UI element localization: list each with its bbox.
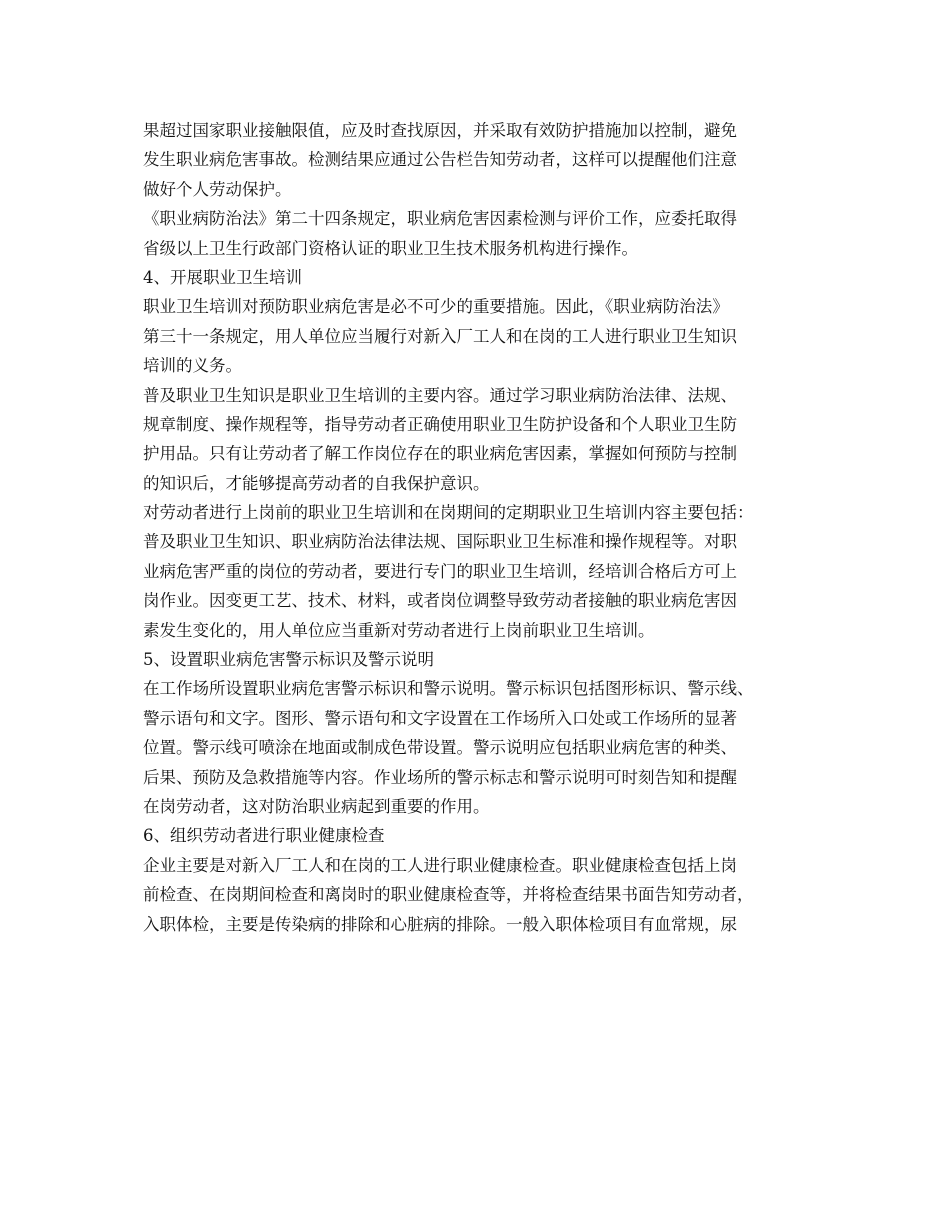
text-line: 入职体检，主要是传染病的排除和心脏病的排除。一般入职体检项目有血常规，尿 xyxy=(143,914,737,934)
text-line: 职业卫生培训对预防职业病危害是必不可少的重要措施。因此，《职业病防治法》 xyxy=(143,297,729,317)
document-body xyxy=(143,116,815,939)
text-line: 警示语句和文字。图形、警示语句和文字设置在工作场所入口处或工作场所的显著 xyxy=(143,708,737,728)
text-line: 《职业病防治法》第二十四条规定，职业病危害因素检测与评价工作，应委托取得 xyxy=(143,209,737,229)
text-line: 普及职业卫生知识是职业卫生培训的主要内容。通过学习职业病防治法律、法规、 xyxy=(143,385,737,405)
text-line: 规章制度、操作规程等，指导劳动者正确使用职业卫生防护设备和个人职业卫生防 xyxy=(143,414,737,434)
text-line: 普及职业卫生知识、职业病防治法律法规、国际职业卫生标准和操作规程等。对职 xyxy=(143,532,737,552)
text-line: 对劳动者进行上岗前的职业卫生培训和在岗期间的定期职业卫生培训内容主要包括： xyxy=(143,503,754,523)
text-line: 位置。警示线可喷涂在地面或制成色带设置。警示说明应包括职业病危害的种类、 xyxy=(143,738,737,758)
text-line: 后果、预防及急救措施等内容。作业场所的警示标志和警示说明可时刻告知和提醒 xyxy=(143,767,737,787)
text-line: 发生职业病危害事故。检测结果应通过公告栏告知劳动者，这样可以提醒他们注意 xyxy=(143,150,737,170)
text-line: 企业主要是对新入厂工人和在岗的工人进行职业健康检查。职业健康检查包括上岗 xyxy=(143,855,737,875)
text-line: 省级以上卫生行政部门资格认证的职业卫生技术服务机构进行操作。 xyxy=(143,238,638,258)
text-line: 第三十一条规定，用人单位应当履行对新入厂工人和在岗的工人进行职业卫生知识 xyxy=(143,326,737,346)
text-line: 前检查、在岗期间检查和离岗时的职业健康检查等，并将检查结果书面告知劳动者， xyxy=(143,885,754,905)
section-heading: 6、组织劳动者进行职业健康检查 xyxy=(143,826,385,846)
section-heading: 5、设置职业病危害警示标识及警示说明 xyxy=(143,650,434,670)
text-line: 岗作业。因变更工艺、技术、材料，或者岗位调整导致劳动者接触的职业病危害因 xyxy=(143,591,737,611)
text-line: 培训的义务。 xyxy=(143,356,242,376)
text-line: 护用品。只有让劳动者了解工作岗位存在的职业病危害因素，掌握如何预防与控制 xyxy=(143,444,737,464)
text-line: 做好个人劳动保护。 xyxy=(143,179,292,199)
text-line: 果超过国家职业接触限值，应及时查找原因，并采取有效防护措施加以控制，避免 xyxy=(143,121,737,140)
text-line: 在工作场所设置职业病危害警示标识和警示说明。警示标识包括图形标识、警示线、 xyxy=(143,679,754,699)
text-line: 的知识后，才能够提高劳动者的自我保护意识。 xyxy=(143,473,490,493)
text-line: 素发生变化的，用人单位应当重新对劳动者进行上岗前职业卫生培训。 xyxy=(143,620,655,640)
text-line: 在岗劳动者，这对防治职业病起到重要的作用。 xyxy=(143,796,490,816)
section-heading: 4、开展职业卫生培训 xyxy=(143,267,302,287)
text-line: 业病危害严重的岗位的劳动者，要进行专门的职业卫生培训，经培训合格后方可上 xyxy=(143,561,737,581)
